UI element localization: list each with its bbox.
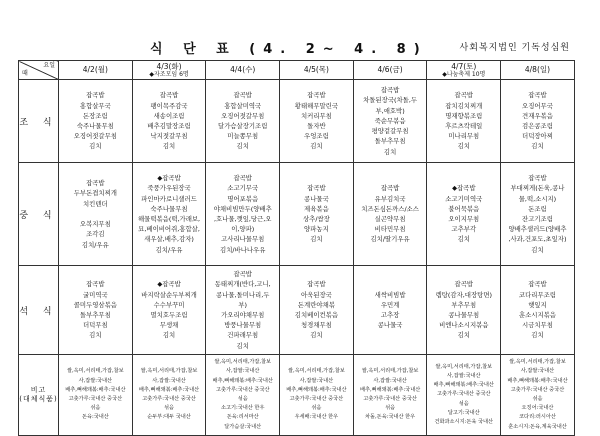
menu-item: 김치 xyxy=(310,235,323,244)
menu-item: 김치 xyxy=(457,142,470,151)
menu-item: 오징어젓갈무침 xyxy=(221,111,265,120)
menu-cell xyxy=(501,80,575,163)
menu-item: 고추부각 xyxy=(451,225,477,234)
day-label: 4/5(목) xyxy=(303,65,329,74)
origin-note-line: 섞음 xyxy=(532,396,543,402)
origin-note-line: 고춧가루:국내산 중국산 xyxy=(68,396,123,402)
menu-table xyxy=(18,60,575,436)
origin-note-line: 고춧가루:국내산 중국산 xyxy=(289,396,344,402)
day-label: 4/8(일) xyxy=(524,65,551,74)
day-header xyxy=(501,61,575,80)
menu-item: 부,애호박) xyxy=(375,106,405,115)
menu-item: 죽풍가우된장국 xyxy=(147,184,191,193)
menu-item: 배추김말장조림 xyxy=(147,122,191,130)
menu-item: 잡곡밥 xyxy=(233,91,252,100)
menu-item: 김치 xyxy=(236,142,249,151)
origin-note-line: 코다리:러시아산 xyxy=(519,414,556,421)
origin-note-cell xyxy=(280,355,354,436)
menu-item: 콩나물국 xyxy=(304,194,329,203)
menu-cell xyxy=(427,266,501,355)
menu-item: 상추/쌈장 xyxy=(302,215,330,223)
menu-item: 명재향볶조림 xyxy=(445,111,483,120)
menu-item: 잡곡밥 xyxy=(528,91,547,100)
origin-note-line: 배추,뼈해돼볶:배추:국내산 xyxy=(507,377,568,384)
origin-note-line: 배추,뼈해돼볶:배추:국내산 xyxy=(65,386,126,393)
origin-note-line: 우세배:국내산 한우 xyxy=(294,414,339,421)
menu-item: 김치/우유 xyxy=(155,245,183,254)
origin-note-line: 사,잡쌀:국내산 xyxy=(225,368,260,375)
origin-note-line: 고춧가루:국내산 중국산 xyxy=(437,391,491,398)
menu-item: 김치 xyxy=(236,341,249,350)
menu-item: 소고기무국 xyxy=(227,184,259,193)
menu-item: 잡곡밥 xyxy=(233,270,252,279)
menu-item: 미늘쫑무침 xyxy=(227,132,259,141)
menu-item: 야채비빔만두(양배추 xyxy=(213,204,272,213)
menu-item: 돈장조림 xyxy=(82,111,108,120)
menu-item: 잡곡밥 xyxy=(233,174,252,183)
menu-item: 홍합살미역국 xyxy=(224,101,262,110)
menu-item: 더덕무침 xyxy=(82,321,108,330)
menu-item: 잡곡밥 xyxy=(307,91,326,100)
menu-item: 비엔나소시지볶음 xyxy=(439,321,489,330)
origin-note-line: 쌀,옥미,서리태,가잡,찰보 xyxy=(435,363,493,370)
menu-item: 치킨텐더 xyxy=(82,199,108,208)
day-header xyxy=(353,61,427,80)
menu-item: ,호나물,깻잎,당근,오 xyxy=(213,215,272,223)
menu-cell xyxy=(501,163,575,266)
menu-item: 달가슴살장기조림 xyxy=(218,122,268,130)
menu-item: 렙탕(감자,대장탕면) xyxy=(435,290,492,299)
origin-note-cell xyxy=(501,355,575,436)
menu-item: 견재우볶음 xyxy=(522,111,553,120)
menu-cell xyxy=(280,266,354,355)
origin-note-line: 쌀,옥미,서리태,가잡,찰보 xyxy=(509,359,566,366)
menu-item: 잡곡밥 xyxy=(307,280,326,289)
menu-item: 두부돈겹치찌개 xyxy=(73,189,117,198)
menu-item: 김치 xyxy=(531,331,544,340)
menu-item: 더덕장아찌 xyxy=(522,132,553,141)
day-header xyxy=(206,61,280,80)
menu-item: 잡곡밥 xyxy=(86,91,105,100)
menu-item: 바지락살순두부찌개 xyxy=(141,290,197,299)
menu-item: 돈조림 xyxy=(528,204,547,213)
menu-item: 콩나물무침 xyxy=(448,311,480,319)
menu-item: 김치/딸기우유 xyxy=(370,235,410,244)
menu-item: 우엉조림 xyxy=(304,132,329,141)
origin-note-cell xyxy=(353,355,427,436)
origin-note-line: 차돌,돈육:국내산 한우 xyxy=(365,414,416,421)
origin-note-line: 쌀,옥미,서리태,가잡,찰보 xyxy=(214,359,272,366)
menu-item: 김치 xyxy=(310,142,323,151)
menu-item: 양파농지 xyxy=(304,225,329,234)
menu-item: 김치 xyxy=(89,331,102,340)
menu-item: 묘,베이비어쥐,홍합살, xyxy=(138,225,200,234)
menu-item: 김치 xyxy=(162,142,176,151)
menu-cell xyxy=(132,80,206,163)
menu-item: 새싹비빔밥 xyxy=(374,290,406,299)
origin-note-cell xyxy=(59,355,133,436)
breakfast-row xyxy=(19,80,575,163)
menu-item: 돌부추무침 xyxy=(79,311,111,319)
day-label: 4/3(화) xyxy=(156,61,182,71)
menu-item: 숙주나물무침 xyxy=(76,122,114,130)
menu-cell xyxy=(427,80,501,163)
menu-item: ,사과,건포도,초잎자) xyxy=(508,235,567,244)
menu-item: 김치 xyxy=(531,245,544,254)
menu-item: 평양겉갈무침 xyxy=(371,127,409,136)
menu-item: 햇잎지 xyxy=(528,300,547,309)
origin-note-line: 배추,뼈해돼볶:배추:국내산 xyxy=(359,386,421,393)
dinner-label: 석 식 xyxy=(19,266,59,355)
menu-item: ◆잡곡밥 xyxy=(157,280,181,289)
origin-note-line: 달가슴살:국내산 xyxy=(224,423,262,430)
menu-item: 소고기미역국 xyxy=(445,194,483,203)
menu-cell xyxy=(501,266,575,355)
origin-note-line: 고춧가루:국내산 중국산 xyxy=(215,386,270,393)
menu-item: 조각김 xyxy=(86,230,105,239)
menu-item: 잡곡밥 xyxy=(528,280,547,289)
menu-item: 부) xyxy=(238,300,248,309)
menu-cell xyxy=(206,266,280,355)
menu-item: ◆잡곡밥 xyxy=(157,174,181,183)
origin-note-line: 사,잡쌀:국내산 xyxy=(520,368,555,375)
menu-item: 잡곡밥 xyxy=(159,91,179,100)
origin-note-line: 사,잡쌀:국내산 xyxy=(447,372,481,379)
menu-item: 해물떡볶음(떡,가래보, xyxy=(137,215,201,223)
menu-item: 김치 xyxy=(531,142,544,151)
menu-item: 이,양파) xyxy=(231,225,255,234)
menu-cell xyxy=(59,80,133,163)
menu-item: 불어묵볶음 xyxy=(448,204,480,213)
menu-item: 잡곡밥 xyxy=(307,184,326,193)
origin-note-line: 고춧가루:국내산 중국산 xyxy=(142,396,196,402)
menu-item: 가오리야채무침 xyxy=(221,311,265,319)
menu-cell xyxy=(206,163,280,266)
origin-note-line: 쌀,옥미,서리태,가잡,찰보 xyxy=(66,368,124,375)
menu-cell xyxy=(427,163,501,266)
menu-item: 팽이목주감국 xyxy=(150,101,188,110)
menu-item: 잡곡밥 xyxy=(380,86,400,95)
menu-cell xyxy=(206,80,280,163)
menu-item: 김치 xyxy=(89,142,102,151)
origin-note-line: 쌀,옥미,서리태,가잡,찰보 xyxy=(288,368,345,375)
menu-item: 콩나물국 xyxy=(377,321,403,330)
menu-item: 김치 xyxy=(162,331,176,340)
menu-cell xyxy=(132,266,206,355)
menu-item: 새송이조림 xyxy=(153,111,185,120)
menu-item: 돌부추무침 xyxy=(374,137,406,146)
menu-item: 우민계 xyxy=(380,300,400,309)
menu-cell xyxy=(353,266,427,355)
menu-item: 명어포볶음 xyxy=(227,194,259,203)
menu-cell xyxy=(280,163,354,266)
origin-note-line: 소고기:국내산 한우 xyxy=(220,405,265,412)
origin-note-line: 섞음 xyxy=(237,396,248,402)
dinner-row xyxy=(19,266,575,355)
day-label: 4/4(수) xyxy=(230,65,256,74)
menu-item: 죽순무볶음 xyxy=(374,116,406,125)
origin-note-cell xyxy=(206,355,280,436)
origin-note-line: 섞음 xyxy=(311,405,322,412)
menu-item: 김치/우유 xyxy=(81,240,109,249)
menu-item: 양배추샐러드(양배추 xyxy=(508,225,567,234)
menu-item: 김치 xyxy=(457,331,470,340)
menu-item: 잡곡밥 xyxy=(454,91,474,100)
day-event-note: ◆나눔축제 10명 xyxy=(442,70,486,78)
origin-note-line: 쌀,옥미,서리태,가잡,찰보 xyxy=(140,368,198,375)
origin-note-line: 사,잡쌀:국내산 xyxy=(373,377,407,384)
menu-item: 수수부꾸미 xyxy=(153,300,185,309)
menu-item: 오징어무국 xyxy=(522,101,553,110)
menu-item: 잡치김치찌개 xyxy=(445,101,483,110)
menu-item: 오징어젓갈무침 xyxy=(73,132,117,141)
origin-note-line: 배추,뼈해돼볶:배추:국내산 xyxy=(212,377,273,384)
menu-item: 낙지젓갈무침 xyxy=(150,132,188,141)
menu-item: 잡곡밥 xyxy=(86,179,105,188)
day-header xyxy=(427,61,501,80)
day-label: 4/7(토) xyxy=(451,61,477,71)
notes-row xyxy=(19,355,575,436)
menu-item: 오이지무침 xyxy=(448,215,480,223)
menu-item: 파인마카로니샐러드 xyxy=(141,194,197,203)
origin-note-line: 돈육:국내산 xyxy=(81,414,109,421)
origin-note-line: 배추,뼈해돼볶:배추:국내산 xyxy=(433,382,494,389)
menu-item: 후르츠칵테일 xyxy=(445,122,483,130)
header-corner xyxy=(19,61,59,80)
day-event-note: ◆자조모임 6명 xyxy=(149,70,189,78)
menu-item: 콜미두영삼볶음 xyxy=(73,300,117,309)
menu-item xyxy=(355,330,426,340)
corner-meal-label: 때 xyxy=(22,70,28,77)
menu-item: 멸치호두조림 xyxy=(150,311,188,319)
day-label: 4/2(월) xyxy=(82,65,108,74)
menu-item: 시금치무침 xyxy=(522,321,553,330)
menu-item: 고추장 xyxy=(380,311,400,319)
origin-note-line: 돈육:리서마산 xyxy=(226,414,259,421)
menu-item: 숙주나물무침 xyxy=(150,204,188,213)
origin-note-line: 섞음 xyxy=(385,405,396,412)
menu-item: 잡곡밥 xyxy=(528,174,547,183)
day-header xyxy=(132,61,206,80)
menu-item: 아욱된장국 xyxy=(300,290,332,299)
menu-item: 김치베이컨볶음 xyxy=(294,311,339,319)
menu-item: 황태해무말린국 xyxy=(294,101,339,110)
menu-item: 잡곡밥 xyxy=(380,184,400,193)
origin-note-line: 고춧가루:국내산 중국산 xyxy=(510,386,565,393)
menu-item: 굴미역국 xyxy=(82,290,108,299)
menu-item: 김치/바나나우유 xyxy=(220,245,266,254)
breakfast-label: 조 식 xyxy=(19,80,59,163)
menu-item xyxy=(355,279,426,289)
menu-item: 검은콩조림 xyxy=(522,122,553,130)
origin-note-line: 쌀,옥미,서리태,가잡,찰보 xyxy=(361,368,419,375)
menu-item: 실곤약무침 xyxy=(374,215,406,223)
organization-name: 사회복지법인 기독성심원 xyxy=(459,43,570,53)
menu-item: 오복지무침 xyxy=(79,220,111,229)
menu-cell xyxy=(132,163,206,266)
menu-item: 잡곡밥 xyxy=(86,280,105,289)
corner-day-label: 요일 xyxy=(43,62,55,69)
menu-item: 차돌된장국(차돌,두 xyxy=(363,96,418,105)
origin-note-line: 사,잡쌀:국내산 xyxy=(299,377,334,384)
origin-note-line: 건화과소시지:돈육 국내산 xyxy=(434,419,494,425)
origin-note-line: 순두부:대두 국내산 xyxy=(147,414,191,421)
notes-label: 비고 (대체식품) xyxy=(19,355,59,436)
menu-item: 콩나물,돌미나리,두 xyxy=(215,290,270,299)
origin-note-cell xyxy=(132,355,206,436)
menu-item: 방풍나물무침 xyxy=(224,321,262,330)
menu-item: 미나리무침 xyxy=(448,132,480,141)
menu-cell xyxy=(353,163,427,266)
origin-note-line: 훈소시지:돈육,계육국내산 xyxy=(508,423,567,430)
menu-item: 돈계란야채볶 xyxy=(297,300,335,309)
menu-item: 부추무침 xyxy=(451,300,477,309)
menu-item: 동태찌개(반다,고니, xyxy=(214,280,271,289)
menu-cell xyxy=(353,80,427,163)
origin-note-line: 사,잡쌀:국내산 xyxy=(152,377,186,384)
menu-item: 김치 xyxy=(310,331,323,340)
lunch-row xyxy=(19,163,575,266)
day-header xyxy=(59,61,133,80)
origin-note-line: 고춧가루:국내산 중국산 xyxy=(363,396,417,402)
menu-item: 고사리나물무침 xyxy=(221,235,265,244)
origin-note-line: 배추,뼈해돼볶:배추:국내산 xyxy=(286,386,347,393)
page-title: 식 단 표 (4. 2~ 4. 8) xyxy=(150,42,428,57)
menu-cell xyxy=(59,163,133,266)
menu-item: 물,떡,소시지) xyxy=(518,194,557,203)
menu-item: 홍합살무국 xyxy=(79,101,111,110)
menu-item: 돌자반 xyxy=(307,122,326,130)
menu-item: 훈소시지볶음 xyxy=(518,311,556,319)
origin-note-line: 섞음 xyxy=(90,405,101,412)
lunch-label: 중 식 xyxy=(19,163,59,266)
origin-note-line: 오징어:국내산 xyxy=(521,405,554,412)
menu-item: 건파래무침 xyxy=(227,331,259,340)
menu-item: 제육볶음 xyxy=(304,204,329,213)
menu-item: 부대찌게(돈육,콩나 xyxy=(510,184,565,193)
origin-note-line: 사,잡쌀:국내산 xyxy=(78,377,113,384)
menu-item: 치즈돈심돈까스/소스 xyxy=(361,204,419,213)
menu-item: 잔고기조림 xyxy=(522,215,553,223)
origin-note-line: 섞음 xyxy=(458,400,469,407)
menu-cell xyxy=(59,266,133,355)
menu-item: 코다리무조림 xyxy=(518,290,556,299)
menu-item xyxy=(60,209,131,219)
menu-item: 치커리무침 xyxy=(300,111,332,120)
day-header xyxy=(280,61,354,80)
origin-note-line: 섞음 xyxy=(164,405,175,412)
menu-item: 잡곡밥 xyxy=(454,280,474,289)
origin-note-line: 배추,뼈해돼볶:배추:국내산 xyxy=(138,386,200,393)
day-header-row xyxy=(19,61,575,80)
origin-note-cell xyxy=(427,355,501,436)
day-label: 4/6(금) xyxy=(377,65,403,74)
menu-item: 김치 xyxy=(383,147,397,156)
menu-cell xyxy=(280,80,354,163)
origin-note-line: 달고기:국내산 xyxy=(447,409,480,416)
menu-item: 무생채 xyxy=(159,321,179,330)
menu-item: ◆잡곡밥 xyxy=(452,184,476,193)
menu-item: 유부김치국 xyxy=(374,194,406,203)
menu-item: 청경채무침 xyxy=(300,321,332,330)
menu-item: 비타민무침 xyxy=(374,225,406,234)
menu-item: 김치 xyxy=(457,235,470,244)
menu-item: 새우살,배추,감자) xyxy=(144,235,194,244)
